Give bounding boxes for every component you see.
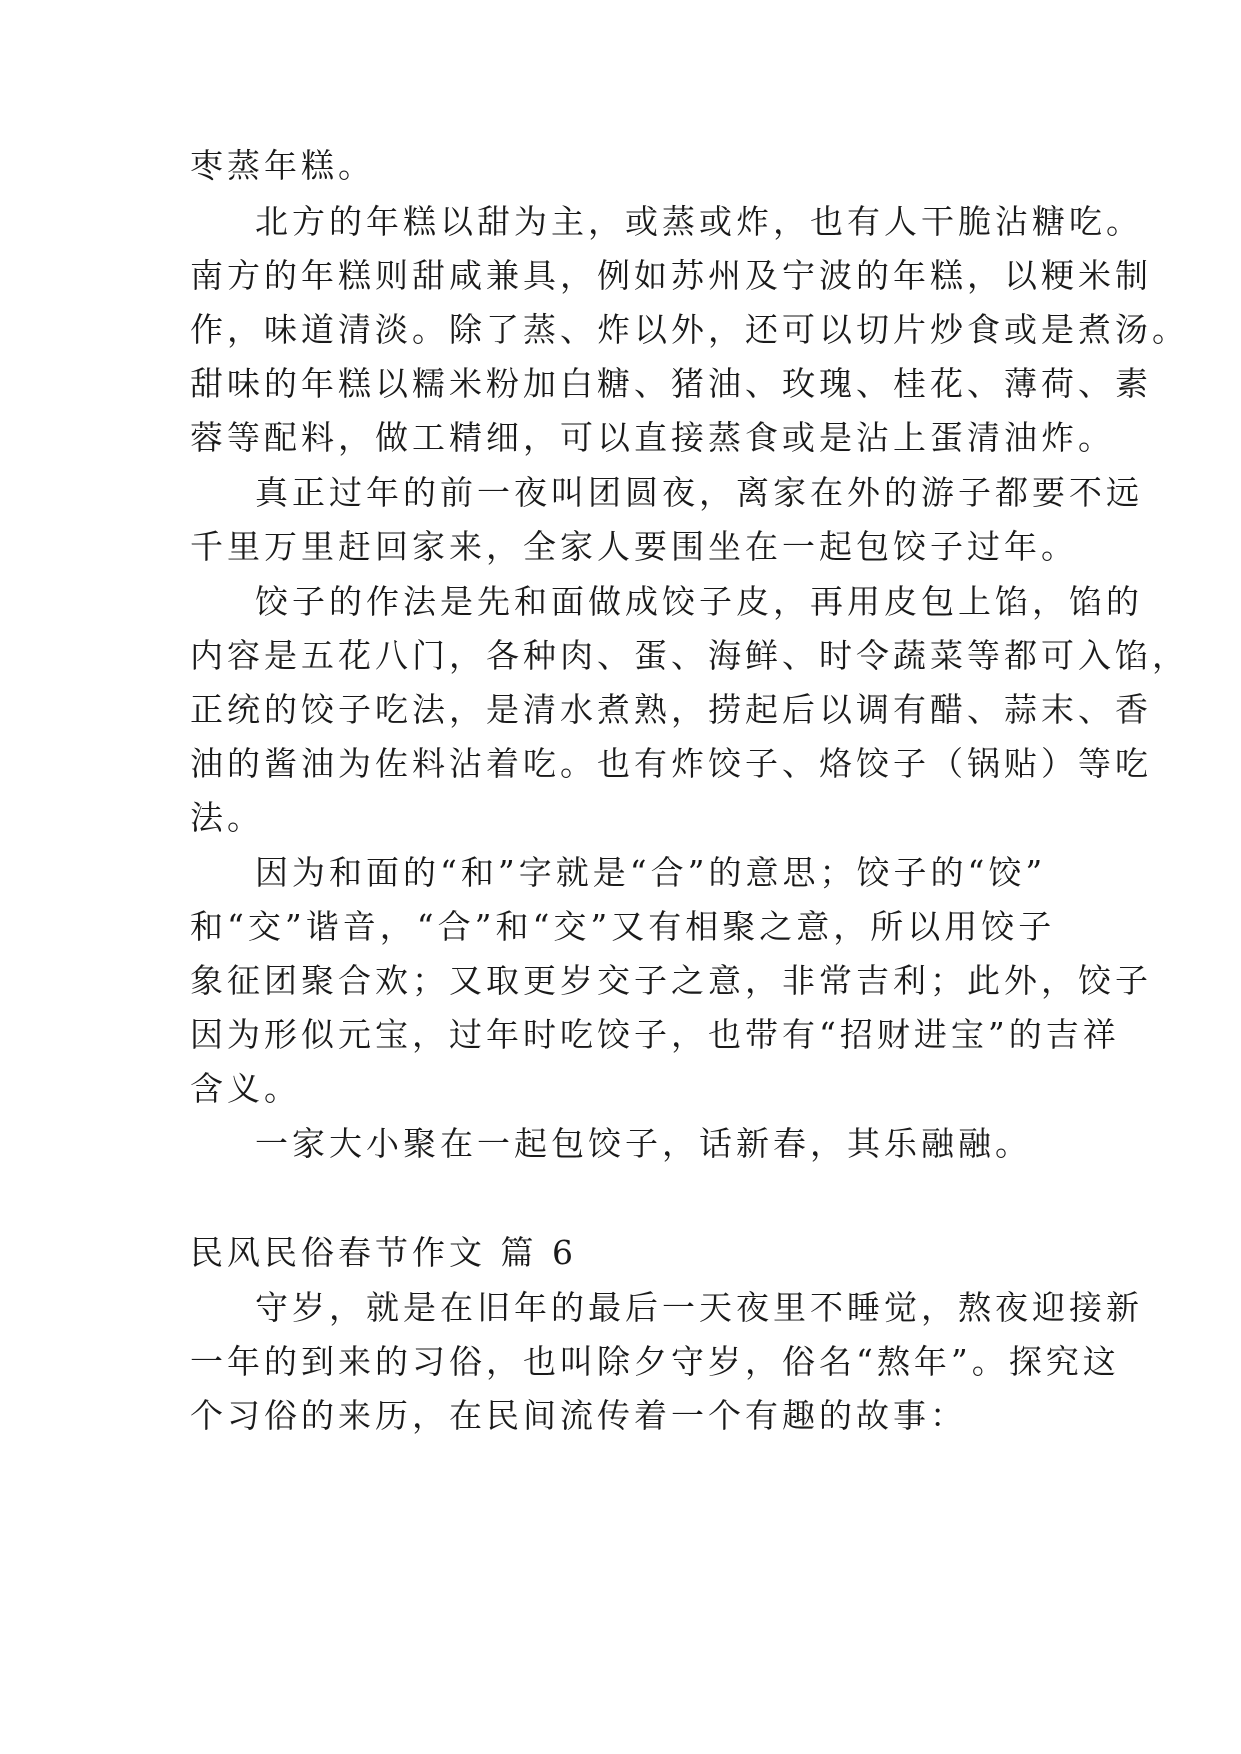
text-line: 含义。 [190,1069,301,1108]
text-line: 象征团聚合欢；又取更岁交子之意，非常吉利；此外，饺子 [190,961,1152,1000]
text-line: 枣蒸年糕。 [190,146,375,185]
text-line: 一年的到来的习俗，也叫除夕守岁，俗名“熬年”。探究这 [190,1342,1120,1381]
text-line: 法。 [190,798,264,837]
paragraph-first-line: 真正过年的前一夜叫团圆夜，离家在外的游子都要不远 [255,473,1143,512]
text-line: 内容是五花八门，各种肉、蛋、海鲜、时令蔬菜等都可入馅， [190,636,1189,675]
text-line: 作，味道清淡。除了蒸、炸以外，还可以切片炒食或是煮汤。 [190,310,1189,349]
text-line: 正统的饺子吃法，是清水煮熟，捞起后以调有醋、蒜末、香 [190,690,1152,729]
paragraph-first-line: 饺子的作法是先和面做成饺子皮，再用皮包上馅，馅的 [255,582,1143,621]
paragraph-first-line: 一家大小聚在一起包饺子，话新春，其乐融融。 [255,1124,1032,1163]
paragraph-first-line: 守岁，就是在旧年的最后一天夜里不睡觉，熬夜迎接新 [255,1288,1143,1327]
text-line: 甜味的年糕以糯米粉加白糖、猪油、玫瑰、桂花、薄荷、素 [190,364,1152,403]
paragraph-first-line: 北方的年糕以甜为主，或蒸或炸，也有人干脆沾糖吃。 [255,202,1143,241]
text-line: 和“交”谐音，“合”和“交”又有相聚之意，所以用饺子 [190,907,1056,946]
text-line: 千里万里赶回家来，全家人要围坐在一起包饺子过年。 [190,527,1078,566]
text-line: 个习俗的来历，在民间流传着一个有趣的故事： [190,1396,967,1435]
text-line: 因为形似元宝，过年时吃饺子，也带有“招财进宝”的吉祥 [190,1015,1120,1054]
text-line: 南方的年糕则甜咸兼具，例如苏州及宁波的年糕，以粳米制 [190,256,1152,295]
paragraph-first-line: 因为和面的“和”字就是“合”的意思；饺子的“饺” [255,853,1047,892]
text-line: 油的酱油为佐料沾着吃。也有炸饺子、烙饺子（锅贴）等吃 [190,744,1152,783]
section-heading: 民风民俗春节作文 篇 6 [190,1233,577,1272]
text-line: 蓉等配料，做工精细，可以直接蒸食或是沾上蛋清油炸。 [190,418,1115,457]
